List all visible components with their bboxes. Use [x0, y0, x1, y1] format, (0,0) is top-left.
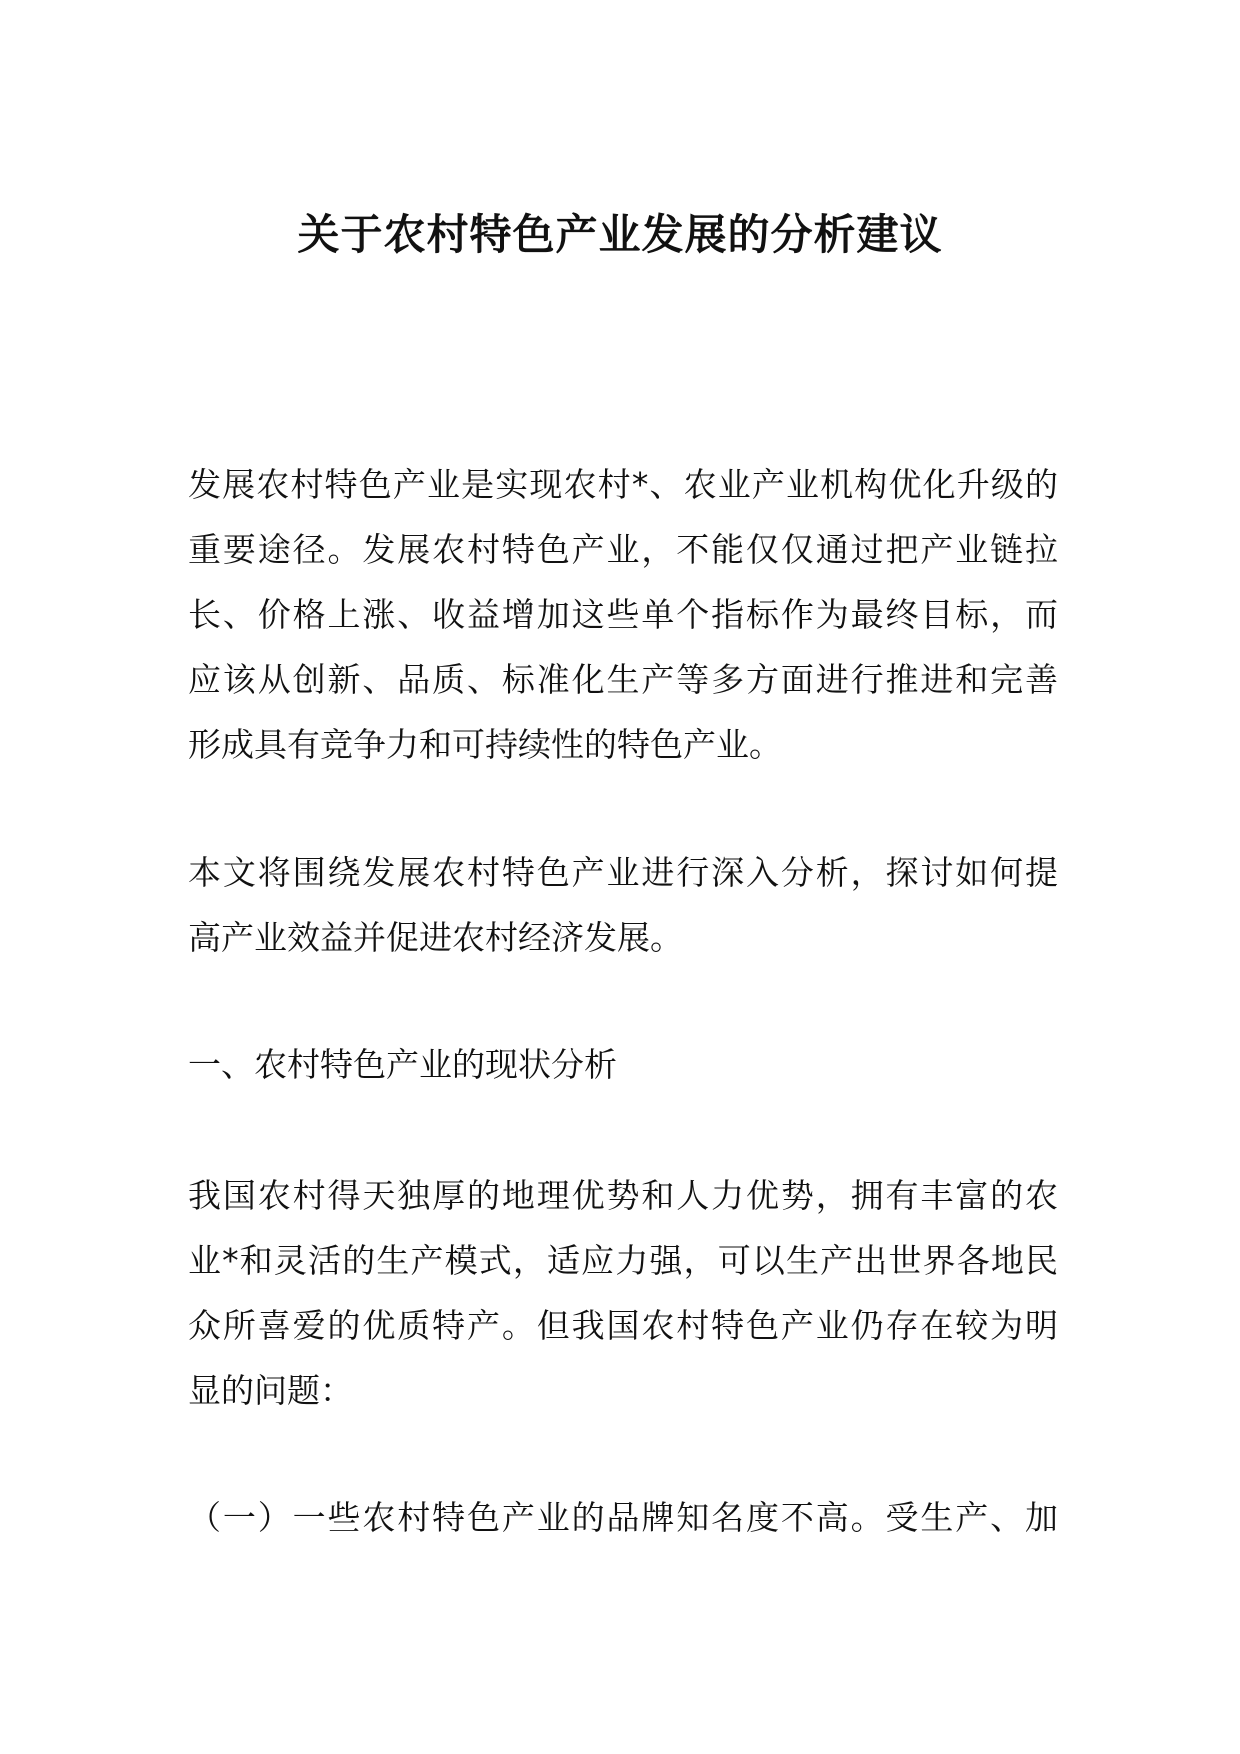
paragraph-line: 高产业效益并促进农村经济发展。: [188, 918, 683, 957]
paragraph-line: 长、价格上涨、收益增加这些单个指标作为最终目标，而: [188, 595, 1058, 634]
paragraph-line: 我国农村得天独厚的地理优势和人力优势，拥有丰富的农: [188, 1176, 1058, 1215]
document-title: 关于农村特色产业发展的分析建议: [297, 210, 943, 259]
paragraph-line: 众所喜爱的优质特产。但我国农村特色产业仍存在较为明: [188, 1306, 1058, 1345]
paragraph-issue-one: [188, 1485, 1058, 1550]
paragraph-line: 重要途径。发展农村特色产业，不能仅仅通过把产业链拉: [188, 530, 1058, 569]
section-heading: [188, 1032, 1058, 1097]
paragraph-line: 发展农村特色产业是实现农村*、农业产业机构优化升级的: [188, 465, 1058, 504]
paragraph-line: 应该从创新、品质、标准化生产等多方面进行推进和完善: [188, 660, 1058, 699]
paragraph-line: 形成具有竞争力和可持续性的特色产业。: [188, 725, 782, 764]
paragraph-line: 本文将围绕发展农村特色产业进行深入分析，探讨如何提: [188, 853, 1058, 892]
paragraph-status: [188, 1163, 1058, 1423]
section-heading-text: 一、农村特色产业的现状分析: [188, 1045, 617, 1084]
paragraph-purpose: [188, 840, 1058, 970]
paragraph-line: （一）一些农村特色产业的品牌知名度不高。受生产、加: [188, 1498, 1058, 1537]
paragraph-intro: [188, 452, 1058, 777]
paragraph-line: 业*和灵活的生产模式，适应力强，可以生产出世界各地民: [188, 1241, 1058, 1280]
paragraph-line: 显的问题：: [188, 1371, 353, 1410]
